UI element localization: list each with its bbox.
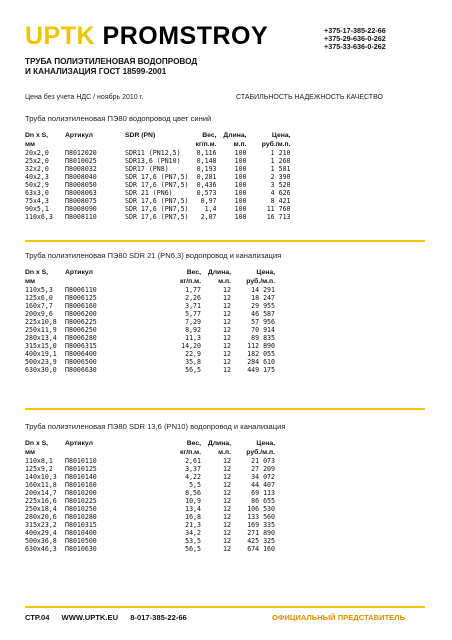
column-header: м.п.	[218, 278, 231, 285]
column-header: Артикул	[65, 269, 93, 276]
column-header: Цена,	[256, 440, 275, 447]
table-cell	[125, 465, 173, 473]
table-cell: 70 914	[251, 326, 275, 334]
phone-number: +375-17-385-22-66	[324, 26, 386, 35]
table-cell	[125, 366, 173, 374]
table-cell	[125, 350, 173, 358]
table-cell: 160x7,7	[25, 302, 53, 310]
table-cell: 400x29,4	[25, 529, 57, 537]
table-cell: 34 072	[251, 473, 275, 481]
column-header: Dn x S,	[25, 269, 49, 276]
table-row	[25, 189, 291, 197]
footer-website-link[interactable]: WWW.UPTK.EU	[61, 613, 119, 622]
column-header: м.п.	[218, 449, 231, 456]
table-header-row	[25, 268, 275, 277]
table-cell	[125, 358, 173, 366]
section-title: Труба полиэтиленовая ПЭ80 SDR 21 (PN6,3) водопровод и канализация	[25, 251, 282, 260]
column-header: кг/п.м.	[195, 141, 217, 148]
table-cell	[125, 318, 173, 326]
table-cell: 1,4	[204, 205, 217, 213]
table-cell: П8010025	[65, 157, 97, 165]
footer-divider	[25, 606, 425, 608]
table-cell: 315x23,2	[25, 521, 57, 529]
table-cell: 1 210	[270, 149, 291, 157]
table-row	[25, 529, 275, 537]
table-row	[25, 505, 275, 513]
column-header: Длина,	[207, 269, 231, 276]
table-cell: П8012020	[65, 149, 97, 157]
table-cell: 13,4	[185, 505, 201, 513]
table-cell: П8006280	[65, 334, 97, 342]
column-header: Вес,	[186, 440, 201, 447]
table-cell: П8006160	[65, 302, 97, 310]
table-cell: SDR11 (PN12,5)	[125, 149, 181, 157]
table-cell: П8010125	[65, 465, 97, 473]
table-cell: 12	[223, 465, 231, 473]
table-cell: 46 587	[251, 310, 275, 318]
table-cell: 250x11,9	[25, 326, 57, 334]
table-cell: 112 890	[247, 342, 275, 350]
table-cell: П8010280	[65, 513, 97, 521]
table-cell: П8010225	[65, 497, 97, 505]
table-cell: 133 560	[247, 513, 275, 521]
brand-logo-uptk: UPTK	[25, 22, 96, 50]
table-row	[25, 457, 275, 465]
table-cell: 8 421	[270, 197, 291, 205]
table-cell: П8008090	[65, 205, 97, 213]
column-header: Dn x S,	[25, 132, 49, 139]
table-cell: 0,97	[200, 197, 217, 205]
table-row	[25, 326, 275, 334]
table-cell	[125, 286, 173, 294]
table-cell: 100	[234, 205, 247, 213]
table-row	[25, 537, 275, 545]
table-row	[25, 497, 275, 505]
table-cell: 29 955	[251, 302, 275, 310]
table-cell: П8010630	[65, 545, 97, 553]
table-cell: 630x30,0	[25, 366, 57, 374]
table-cell	[125, 545, 173, 553]
table-cell: 14 291	[251, 286, 275, 294]
table-cell: П8010110	[65, 457, 97, 465]
column-header: руб./м.п.	[246, 449, 275, 456]
table-cell: 44 407	[251, 481, 275, 489]
column-header: Длина,	[223, 132, 247, 139]
table-cell: П8010140	[65, 473, 97, 481]
table-cell: 12	[223, 481, 231, 489]
table-cell: 110x6,3	[25, 213, 53, 221]
table-cell	[125, 294, 173, 302]
column-header: мм	[25, 141, 36, 148]
section-title: Труба полиэтиленовая ПЭ80 водопровод цвет синий	[25, 114, 212, 123]
table-cell: 57 956	[251, 318, 275, 326]
table-cell: 12	[223, 545, 231, 553]
table-cell: П8006125	[65, 294, 97, 302]
table-cell: 630x46,3	[25, 545, 57, 553]
table-row	[25, 366, 275, 374]
table-cell: 5,5	[189, 481, 201, 489]
table-cell: SDR 21 (PN6)	[125, 189, 173, 197]
column-header: Артикул	[65, 440, 93, 447]
table-cell: 11,3	[185, 334, 201, 342]
table-cell: SDR17 (PN8)	[125, 165, 169, 173]
table-cell: П8008063	[65, 189, 97, 197]
table-cell: П8010200	[65, 489, 97, 497]
table-cell	[125, 529, 173, 537]
table-cell: 500x23,9	[25, 358, 57, 366]
table-cell: 225x16,6	[25, 497, 57, 505]
table-cell: 280x13,4	[25, 334, 57, 342]
table-row	[25, 294, 275, 302]
table-cell: П8008050	[65, 181, 97, 189]
table-row	[25, 286, 275, 294]
section-title: Труба полиэтиленовая ПЭ80 SDR 13,6 (PN10) водопровод и канализация	[25, 422, 286, 431]
table-cell: П8010500	[65, 537, 97, 545]
table-cell: 225x10,8	[25, 318, 57, 326]
table-cell: 7,29	[185, 318, 201, 326]
table-cell: П8006315	[65, 342, 97, 350]
table-cell: 100	[234, 213, 247, 221]
slogan: СТАБИЛЬНОСТЬ НАДЕЖНОСТЬ КАЧЕСТВО	[236, 94, 383, 101]
table-header-row	[25, 448, 275, 457]
price-table	[25, 439, 275, 553]
column-header	[65, 448, 125, 457]
column-header: м.п.	[233, 141, 247, 148]
table-row	[25, 310, 275, 318]
table-cell: 63x3,0	[25, 189, 49, 197]
table-cell: П8006200	[65, 310, 97, 318]
table-row	[25, 350, 275, 358]
section-sdr21-pipe	[25, 250, 425, 374]
document-title-line: ТРУБА ПОЛИЭТИЛЕНОВАЯ ВОДОПРОВОД	[25, 57, 198, 66]
table-row	[25, 489, 275, 497]
table-row	[25, 157, 291, 165]
table-cell: 50x2,9	[25, 181, 49, 189]
table-cell: 12	[223, 358, 231, 366]
table-header-row	[25, 277, 275, 286]
table-cell: П8008075	[65, 197, 97, 205]
table-cell: 100	[234, 173, 247, 181]
table-cell	[125, 457, 173, 465]
table-cell: 200x9,6	[25, 310, 53, 318]
table-cell: П8010250	[65, 505, 97, 513]
table-cell: 12	[223, 505, 231, 513]
table-cell: 110x5,3	[25, 286, 53, 294]
table-row	[25, 513, 275, 521]
column-header: SDR (PN)	[125, 132, 156, 139]
table-cell: 12	[223, 513, 231, 521]
table-cell: 100	[234, 197, 247, 205]
table-cell: 4,22	[185, 473, 201, 481]
table-cell: SDR 17,6 (PN7,5)	[125, 213, 189, 221]
table-cell	[125, 326, 173, 334]
table-cell: SDR 17,6 (PN7,5)	[125, 197, 189, 205]
table-cell: 10,9	[185, 497, 201, 505]
column-header: кг/п.м.	[179, 449, 201, 456]
phone-number: +375-29-636-0-262	[324, 34, 386, 43]
column-header	[65, 277, 125, 286]
section-divider	[25, 408, 425, 410]
column-header: руб./м.п.	[246, 278, 275, 285]
table-cell: 90x5,1	[25, 205, 49, 213]
table-row	[25, 165, 291, 173]
table-cell: 21,3	[185, 521, 201, 529]
table-row	[25, 334, 275, 342]
table-row	[25, 197, 291, 205]
table-cell: 2 390	[270, 173, 291, 181]
footer-page-number: СТР.04	[25, 613, 50, 622]
table-cell: 12	[223, 350, 231, 358]
table-row	[25, 465, 275, 473]
table-cell: 34,2	[185, 529, 201, 537]
table-row	[25, 342, 275, 350]
table-cell: 0,436	[196, 181, 217, 189]
table-cell: 100	[234, 189, 247, 197]
column-header	[125, 448, 173, 457]
section-blue-pipe	[25, 113, 425, 221]
column-header	[125, 140, 189, 149]
table-header-row	[25, 439, 275, 448]
table-cell: 8,92	[185, 326, 201, 334]
table-cell	[125, 473, 173, 481]
table-cell: 12	[223, 294, 231, 302]
table-cell: 1 581	[270, 165, 291, 173]
table-cell: 106 530	[247, 505, 275, 513]
table-cell: 125x6,0	[25, 294, 53, 302]
table-cell: 425 325	[247, 537, 275, 545]
table-cell: 2,61	[185, 457, 201, 465]
table-cell: 674 160	[247, 545, 275, 553]
table-cell: 40x2,3	[25, 173, 49, 181]
table-cell: П8010160	[65, 481, 97, 489]
table-cell: 27 209	[251, 465, 275, 473]
table-cell: 11 760	[266, 205, 291, 213]
table-cell: 56,5	[185, 545, 201, 553]
table-cell: 25x2,0	[25, 157, 49, 165]
table-cell: 169 335	[247, 521, 275, 529]
table-cell: 5,77	[185, 310, 201, 318]
column-header: мм	[25, 278, 36, 285]
table-cell: 12	[223, 334, 231, 342]
table-cell: 18 247	[251, 294, 275, 302]
table-cell: 182 055	[247, 350, 275, 358]
price-table	[25, 268, 275, 374]
table-cell: 125x9,2	[25, 465, 53, 473]
table-cell: 16,8	[185, 513, 201, 521]
table-cell: 12	[223, 366, 231, 374]
table-cell: 3 520	[270, 181, 291, 189]
table-cell: 8,56	[185, 489, 201, 497]
column-header: Вес,	[186, 269, 201, 276]
table-cell: 12	[223, 302, 231, 310]
table-cell: 12	[223, 286, 231, 294]
table-cell: 284 610	[247, 358, 275, 366]
table-cell: П8008110	[65, 213, 97, 221]
table-cell: 1,77	[185, 286, 201, 294]
table-cell: SDR 17,6 (PN7,5)	[125, 205, 189, 213]
column-header: мм	[25, 449, 36, 456]
table-row	[25, 318, 275, 326]
column-header: Dn x S,	[25, 440, 49, 447]
document-title	[25, 57, 197, 77]
table-cell: 12	[223, 529, 231, 537]
table-cell: 315x15,0	[25, 342, 57, 350]
table-cell: 100	[234, 165, 247, 173]
table-header-row	[25, 131, 291, 140]
table-cell: 56,5	[185, 366, 201, 374]
table-cell: 35,8	[185, 358, 201, 366]
table-cell: 3,71	[185, 302, 201, 310]
table-cell: 12	[223, 473, 231, 481]
table-row	[25, 173, 291, 181]
column-header: Артикул	[65, 132, 93, 139]
column-header: Цена,	[256, 269, 275, 276]
table-cell	[125, 505, 173, 513]
table-cell: SDR 17,6 (PN7,5)	[125, 173, 189, 181]
table-cell: 2,26	[185, 294, 201, 302]
table-cell	[125, 310, 173, 318]
column-header: Вес,	[202, 132, 217, 139]
table-cell: 100	[234, 181, 247, 189]
document-title-line: И КАНАЛИЗАЦИЯ ГОСТ 18599-2001	[25, 67, 167, 76]
table-cell: 100	[234, 157, 247, 165]
table-cell: 4 626	[270, 189, 291, 197]
footer-dealer-label: ОФИЦИАЛЬНЫЙ ПРЕДСТАВИТЕЛЬ	[272, 613, 406, 622]
column-header: Длина,	[207, 440, 231, 447]
table-row	[25, 181, 291, 189]
table-cell: 12	[223, 521, 231, 529]
table-cell: SDR13,6 (PN10)	[125, 157, 181, 165]
brand-logo-promstroy: PROMSTROY	[102, 22, 269, 50]
table-cell: 280x20,6	[25, 513, 57, 521]
table-row	[25, 302, 275, 310]
table-cell: 449 175	[247, 366, 275, 374]
section-divider	[25, 240, 425, 242]
table-cell: 1 260	[270, 157, 291, 165]
column-header	[125, 277, 173, 286]
table-cell: 0,573	[196, 189, 217, 197]
table-cell: 75x4,3	[25, 197, 49, 205]
table-cell: 86 655	[251, 497, 275, 505]
column-header: кг/п.м.	[179, 278, 201, 285]
table-cell: 271 890	[247, 529, 275, 537]
table-cell: 100	[234, 149, 247, 157]
table-cell: 12	[223, 537, 231, 545]
table-cell	[125, 334, 173, 342]
table-cell: 12	[223, 497, 231, 505]
price-note: Цена без учета НДС / ноябрь 2010 г.	[25, 94, 144, 101]
table-cell: 0,116	[196, 149, 217, 157]
table-cell: 0,281	[196, 173, 217, 181]
column-header	[125, 439, 173, 448]
column-header	[65, 140, 125, 149]
column-header: руб./м.п.	[261, 141, 291, 148]
table-cell: 89 835	[251, 334, 275, 342]
table-cell	[125, 342, 173, 350]
table-cell: 160x11,8	[25, 481, 57, 489]
table-cell	[125, 481, 173, 489]
table-cell: 32x2,0	[25, 165, 49, 173]
table-cell: 110x8,1	[25, 457, 53, 465]
table-cell: П8006630	[65, 366, 97, 374]
table-cell: 14,20	[181, 342, 201, 350]
section-sdr136-pipe	[25, 421, 425, 553]
table-cell: 12	[223, 326, 231, 334]
table-cell: 53,5	[185, 537, 201, 545]
footer	[25, 613, 197, 622]
brand-logo	[25, 22, 268, 50]
table-header-row	[25, 140, 291, 149]
table-cell	[125, 537, 173, 545]
table-cell	[125, 521, 173, 529]
table-cell: 0,193	[196, 165, 217, 173]
table-cell: 200x14,7	[25, 489, 57, 497]
table-cell: П8008040	[65, 173, 97, 181]
table-cell: 20x2,0	[25, 149, 49, 157]
table-cell: SDR 17,6 (PN7,5)	[125, 181, 189, 189]
table-cell: 3,37	[185, 465, 201, 473]
table-cell: 500x36,8	[25, 537, 57, 545]
table-row	[25, 149, 291, 157]
table-cell: П8010315	[65, 521, 97, 529]
column-header	[125, 268, 173, 277]
table-row	[25, 473, 275, 481]
phone-list	[324, 27, 386, 51]
table-cell	[125, 302, 173, 310]
table-row	[25, 521, 275, 529]
table-cell: 12	[223, 342, 231, 350]
table-row	[25, 205, 291, 213]
table-cell: 250x18,4	[25, 505, 57, 513]
table-cell: 16 713	[266, 213, 291, 221]
column-header: Цена,	[271, 132, 291, 139]
footer-phone: 8-017-385-22-66	[130, 613, 187, 622]
table-cell: П8006400	[65, 350, 97, 358]
table-cell: П8006110	[65, 286, 97, 294]
table-cell: П8006500	[65, 358, 97, 366]
table-cell: 400x19,1	[25, 350, 57, 358]
table-cell: П8008032	[65, 165, 97, 173]
table-cell	[125, 497, 173, 505]
table-cell: 21 073	[251, 457, 275, 465]
table-cell: 12	[223, 489, 231, 497]
table-cell: 12	[223, 318, 231, 326]
table-row	[25, 545, 275, 553]
table-cell: П8006250	[65, 326, 97, 334]
table-cell: 12	[223, 310, 231, 318]
table-cell: П8006225	[65, 318, 97, 326]
table-cell: П8010400	[65, 529, 97, 537]
table-cell: 12	[223, 457, 231, 465]
table-cell: 22,9	[185, 350, 201, 358]
table-cell	[125, 513, 173, 521]
table-cell: 2,07	[200, 213, 217, 221]
price-table	[25, 131, 291, 221]
table-cell: 69 113	[251, 489, 275, 497]
phone-number: +375-33-636-0-262	[324, 42, 386, 51]
table-row	[25, 213, 291, 221]
table-row	[25, 481, 275, 489]
table-cell	[125, 489, 173, 497]
table-row	[25, 358, 275, 366]
table-cell: 0,148	[196, 157, 217, 165]
table-cell: 140x10,3	[25, 473, 57, 481]
